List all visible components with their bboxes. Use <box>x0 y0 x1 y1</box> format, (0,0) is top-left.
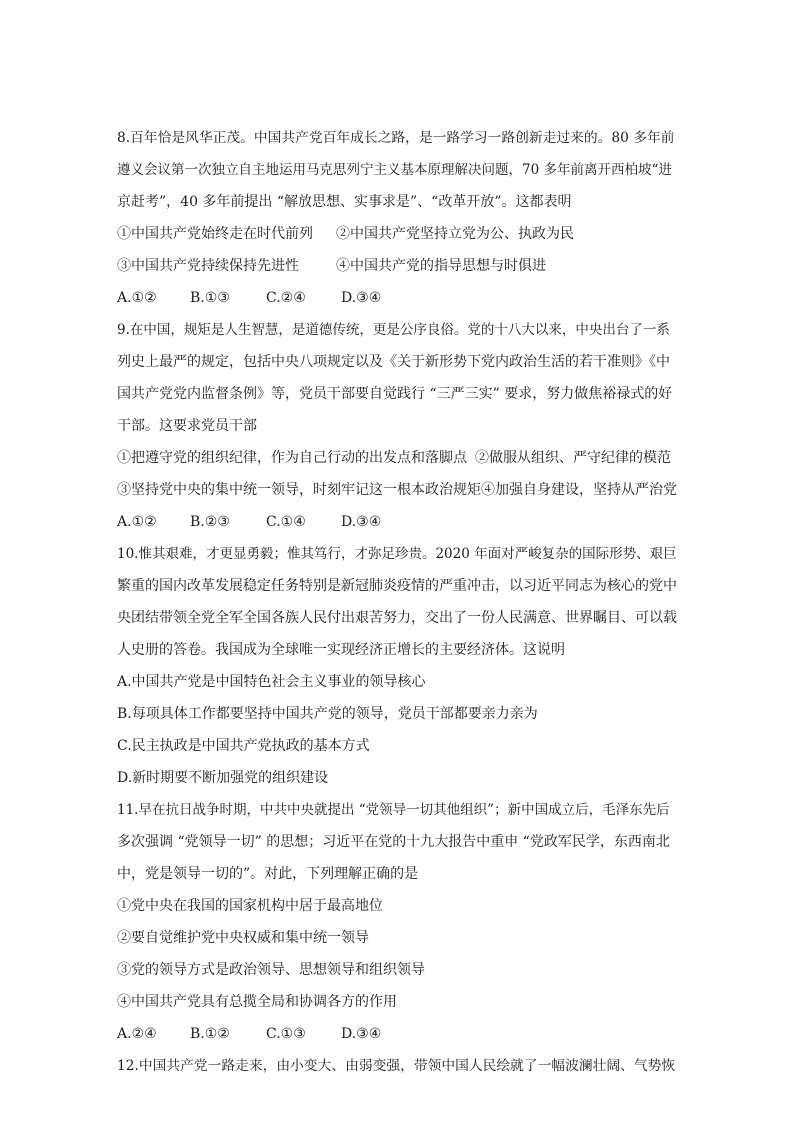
question-11-item-3: ③党的领导方式是政治领导、思想领导和组织领导 <box>117 962 425 978</box>
question-11-option-d: D.③④ <box>341 1026 382 1042</box>
question-10-choice-b: B.每项具体工作都要坚持中国共产党的领导，党员干部都要亲力亲为 <box>117 706 538 722</box>
question-11-option-a: A.②④ <box>117 1026 157 1042</box>
question-8-option-c: C.②④ <box>266 290 306 306</box>
question-10-choice-c: C.民主执政是中国共产党执政的基本方式 <box>117 738 370 754</box>
question-9-item-2: ②做服从组织、严守纪律的模范 <box>475 450 671 466</box>
question-11-item-2: ②要自觉维护党中央权威和集中统一领导 <box>117 930 369 946</box>
question-8-option-b: B.①③ <box>190 290 230 306</box>
question-9-stem-line-2: 列史上最严的规定，包括中央八项规定以及《关于新形势下党内政治生活的若干准则》《中 <box>117 354 670 370</box>
question-10-stem-line-4: 人史册的答卷。我国成为全球唯一实现经济正增长的主要经济体。这说明 <box>117 642 565 658</box>
question-11-stem-line-3: 中，党是领导一切的”。对此，下列理解正确的是 <box>117 866 419 882</box>
question-9-option-c: C.①④ <box>266 514 306 530</box>
question-11-option-b: B.①② <box>190 1026 230 1042</box>
question-8-stem-line-2: 遵义会议第一次独立自主地运用马克思列宁主义基本原理解决问题，70 多年前离开西柏坡“进 <box>117 162 672 178</box>
question-9-option-b: B.②③ <box>190 514 230 530</box>
question-10-choice-a: A.中国共产党是中国特色社会主义事业的领导核心 <box>117 674 426 690</box>
question-9-stem-line-3: 国共产党党内监督条例》等，党员干部要自觉践行 “三严三实” 要求，努力做焦裕禄式的好 <box>117 386 673 402</box>
question-9-stem-line-1: 9.在中国，规矩是人生智慧，是道德传统，更是公序良俗。党的十八大以来，中央出台了一系 <box>117 322 670 338</box>
question-8-item-4: ④中国共产党的指导思想与时俱进 <box>336 258 546 274</box>
question-9-item-4: ④加强自身建设，坚持从严治党 <box>481 482 677 498</box>
question-9-option-d: D.③④ <box>341 514 382 530</box>
question-9-item-3: ③坚持党中央的集中统一领导，时刻牢记这一根本政治规矩 <box>117 482 481 498</box>
question-9-option-a: A.①② <box>117 514 157 530</box>
question-9-item-1: ①把遵守党的组织纪律，作为自己行动的出发点和落脚点 <box>117 450 467 466</box>
question-11-stem-line-1: 11.早在抗日战争时期，中共中央就提出 “党领导一切其他组织”；新中国成立后，毛泽东先后 <box>117 802 670 818</box>
question-10-stem-line-1: 10.惟其艰难，才更显勇毅；惟其笃行，才弥足珍贵。2020 年面对严峻复杂的国际形势、艰巨 <box>117 546 677 562</box>
question-8-stem-line-1: 8.百年恰是风华正茂。中国共产党百年成长之路，是一路学习一路创新走过来的。80 多年前 <box>117 130 675 146</box>
question-11-option-c: C.①③ <box>266 1026 306 1042</box>
question-8-option-a: A.①② <box>117 290 157 306</box>
question-10-choice-d: D.新时期要不断加强党的组织建设 <box>117 770 329 786</box>
question-9-stem-line-4: 干部。这要求党员干部 <box>117 418 257 434</box>
question-8-item-2: ②中国共产党坚持立党为公、执政为民 <box>336 226 574 242</box>
question-10-stem-line-2: 繁重的国内改革发展稳定任务特别是新冠肺炎疫情的严重冲击，以习近平同志为核心的党中 <box>117 578 677 594</box>
question-10-stem-line-3: 央团结带领全党全军全国各族人民付出艰苦努力，交出了一份人民满意、世界瞩目、可以载 <box>117 610 677 626</box>
question-11-item-1: ①党中央在我国的国家机构中居于最高地位 <box>117 898 383 914</box>
question-12-stem-line-1: 12.中国共产党一路走来，由小变大、由弱变强，带领中国人民绘就了一幅波澜壮阔、气势恢 <box>117 1058 676 1074</box>
question-8-item-3: ③中国共产党持续保持先进性 <box>117 258 299 274</box>
question-8-stem-line-3: 京赶考”，40 多年前提出 “解放思想、实事求是”、“改革开放”。这都表明 <box>117 194 572 210</box>
question-8-option-d: D.③④ <box>341 290 382 306</box>
question-11-stem-line-2: 多次强调 “党领导一切” 的思想；习近平在党的十九大报告中重申 “党政军民学，东西南北 <box>117 834 670 850</box>
question-11-item-4: ④中国共产党具有总揽全局和协调各方的作用 <box>117 994 397 1010</box>
question-8-item-1: ①中国共产党始终走在时代前列 <box>117 226 313 242</box>
